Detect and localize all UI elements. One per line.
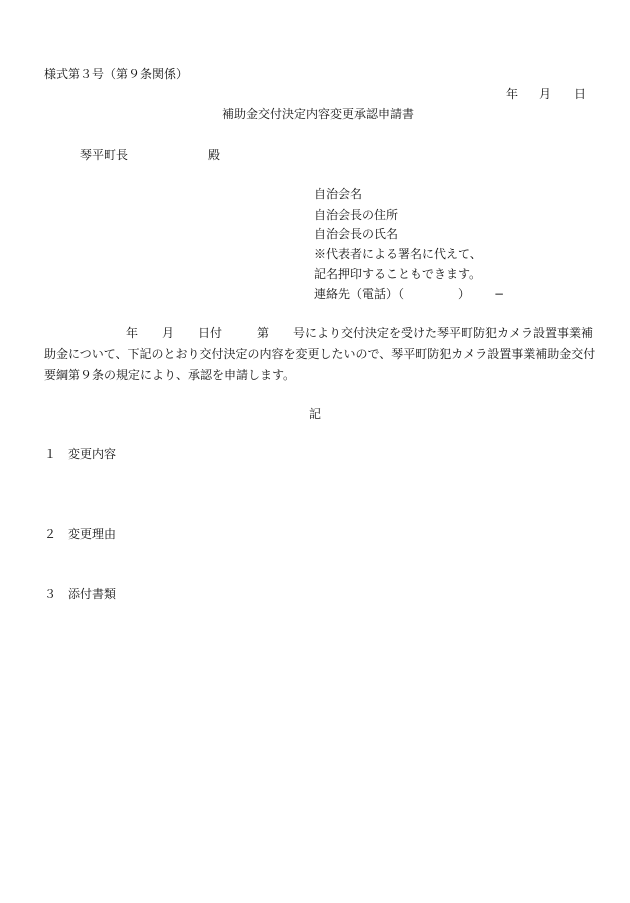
contact-dash: − [494,287,505,301]
applicant-line: 自治会長の住所 [314,208,399,222]
section-label: 変更理由 [68,527,117,541]
body-line-1-text: 号により交付決定を受けた琴平町防犯カメラ設置事業補 [293,326,594,340]
date-month-label: 月 [539,87,552,101]
section-number: ３ [44,587,57,601]
contact-label: 連絡先（電話）（ [314,287,405,301]
section-number: ２ [44,527,57,541]
section-label: 添付書類 [68,587,117,601]
contact-close-paren: ） [458,287,471,301]
document-title: 補助金交付決定内容変更承認申請書 [222,107,415,121]
section-number: １ [44,447,57,461]
applicant-note: ※代表者による署名に代えて、 [314,247,482,261]
body-line-3: 要綱第９条の規定により、承認を申請します。 [44,368,296,382]
addressee-name: 琴平町長 [80,148,129,162]
body-year: 年 [126,326,139,340]
body-month: 月 [162,326,175,340]
applicant-line: 自治会名 [314,187,363,201]
body-line-2: 助金について、下記のとおり交付決定の内容を変更したいので、琴平町防犯カメラ設置事業補助金交付 [44,347,596,361]
date-year-label: 年 [506,87,519,101]
applicant-line: 自治会長の氏名 [314,227,399,241]
body-dai: 第 [257,326,270,340]
applicant-note: 記名押印することもできます。 [314,267,482,281]
form-label: 様式第３号（第９条関係） [44,67,189,81]
body-day: 日付 [198,326,223,340]
ki-heading: 記 [309,407,322,421]
addressee-honorific: 殿 [208,148,221,162]
section-label: 変更内容 [68,447,117,461]
date-day-label: 日 [574,87,587,101]
